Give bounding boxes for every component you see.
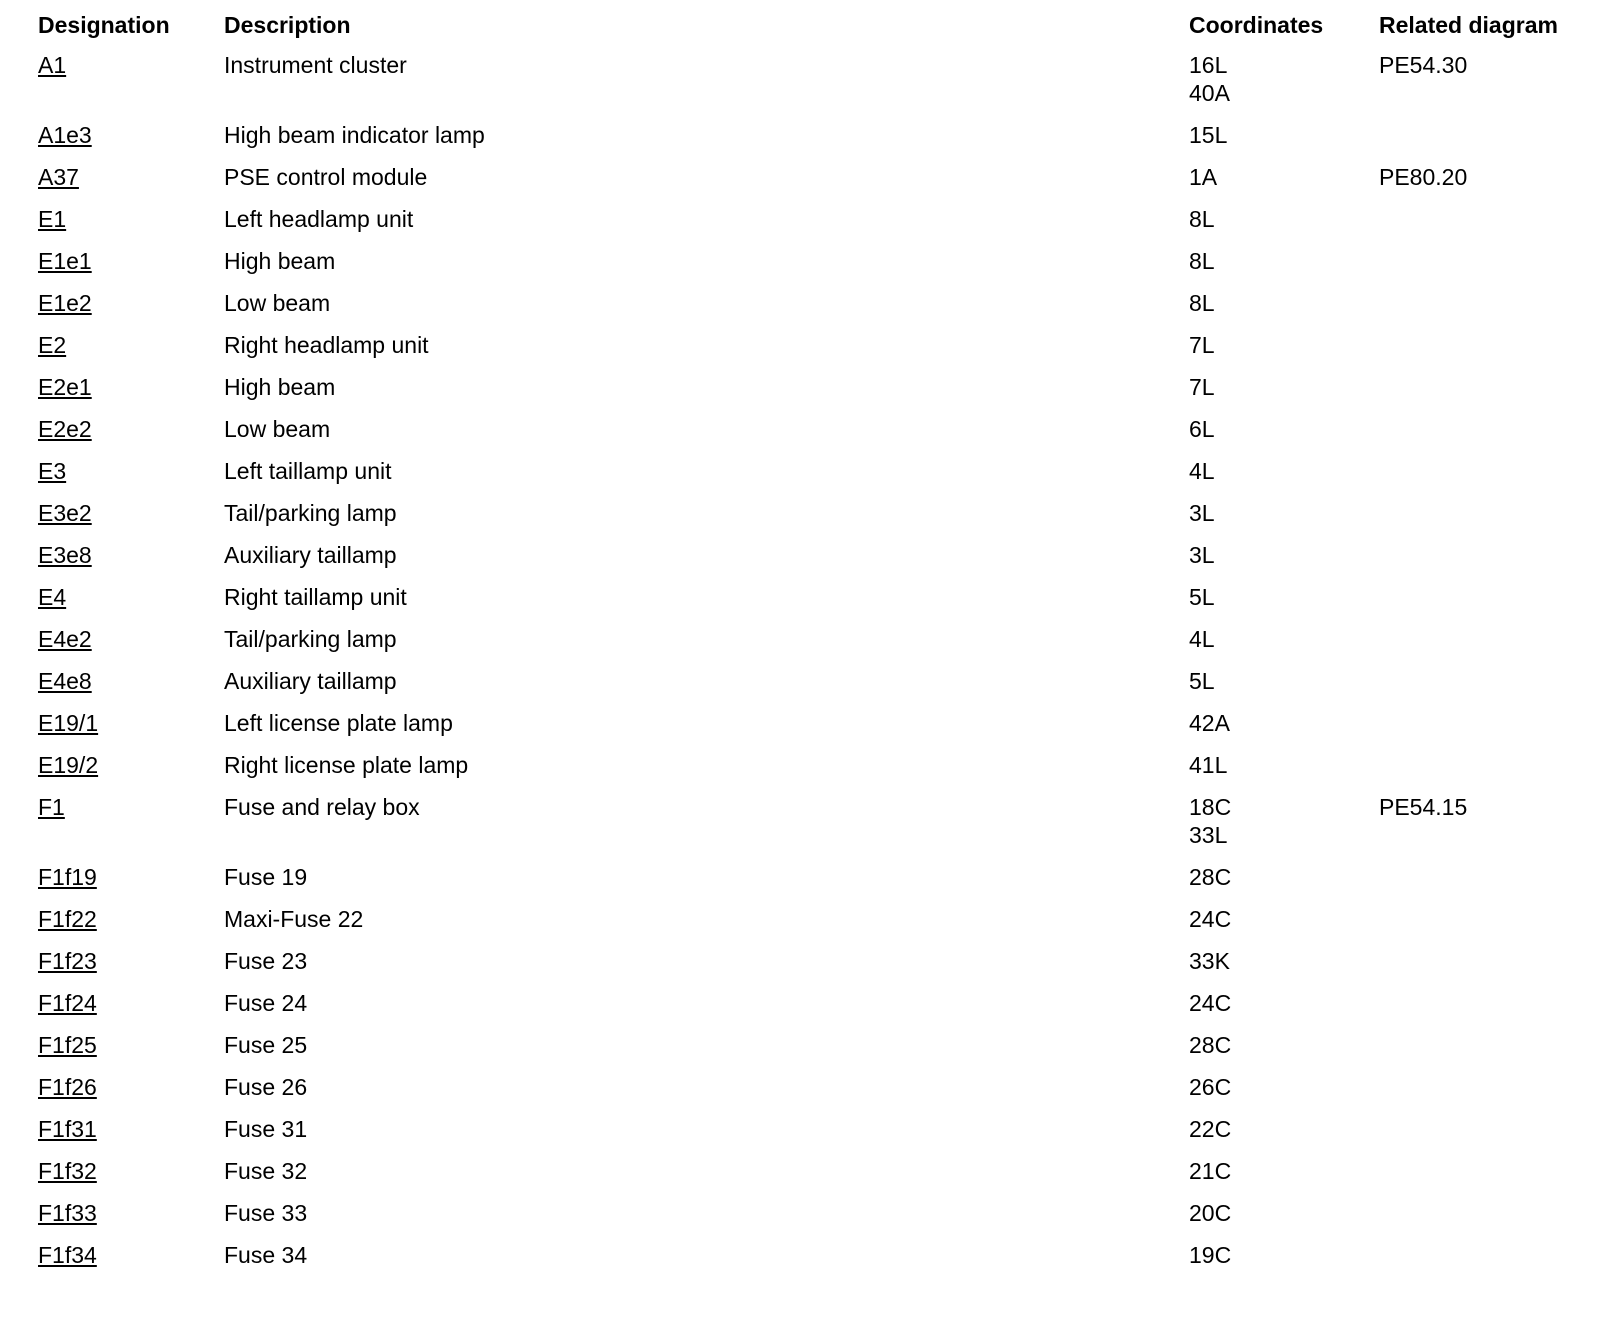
designation-cell	[26, 982, 212, 1024]
related-diagram-cell	[1367, 1108, 1586, 1150]
description-cell: Left headlamp unit	[224, 206, 414, 232]
table-row	[26, 1066, 1586, 1108]
table-row	[26, 744, 1586, 786]
designation-cell	[26, 702, 212, 744]
description-cell: Low beam	[224, 416, 331, 442]
table-row	[26, 282, 1586, 324]
designation-cell	[26, 1108, 212, 1150]
description-cell: Maxi-Fuse 22	[224, 906, 364, 932]
coordinates-cell	[1177, 744, 1367, 786]
table-row	[26, 576, 1586, 618]
related-diagram-cell	[1367, 1066, 1586, 1108]
description-cell: High beam	[224, 374, 336, 400]
description-cell: Left license plate lamp	[224, 710, 453, 736]
related-diagram-cell	[1367, 702, 1586, 744]
coordinate-value: 5L	[1189, 584, 1215, 610]
coordinates-cell	[1177, 618, 1367, 660]
designation-cell	[26, 940, 212, 982]
table-row	[26, 534, 1586, 576]
table-row	[26, 198, 1586, 240]
designation-cell	[26, 856, 212, 898]
coordinate-value: 19C	[1189, 1242, 1232, 1268]
table-row	[26, 1192, 1586, 1234]
header-coordinates: Coordinates	[1189, 11, 1324, 38]
coordinate-value: 33K	[1189, 948, 1230, 974]
coordinates-cell	[1177, 576, 1367, 618]
coordinates-cell	[1177, 982, 1367, 1024]
description-cell: Fuse 31	[224, 1116, 308, 1142]
related-diagram-cell	[1367, 940, 1586, 982]
designation-link[interactable]: E4	[38, 584, 67, 610]
description-cell: Right headlamp unit	[224, 332, 429, 358]
table-row	[26, 408, 1586, 450]
designation-link[interactable]: A37	[38, 164, 79, 190]
coordinates-cell	[1177, 940, 1367, 982]
designation-link[interactable]: F1f19	[38, 864, 97, 890]
related-diagram-cell	[1367, 198, 1586, 240]
coordinates-cell	[1177, 44, 1367, 114]
coordinate-value: 28C	[1189, 864, 1232, 890]
coordinates-cell	[1177, 1066, 1367, 1108]
coordinate-value: 8L	[1189, 248, 1215, 274]
related-diagram-cell: PE54.15	[1379, 794, 1468, 820]
description-cell: Fuse 33	[224, 1200, 308, 1226]
table-row	[26, 856, 1586, 898]
coordinates-cell	[1177, 156, 1367, 198]
table-row	[26, 240, 1586, 282]
table-row	[26, 450, 1586, 492]
designation-link[interactable]: F1f34	[38, 1242, 97, 1268]
related-diagram-cell	[1367, 660, 1586, 702]
coordinates-cell	[1177, 1234, 1367, 1276]
designation-link[interactable]: E4e2	[38, 626, 92, 652]
related-diagram-cell	[1367, 282, 1586, 324]
related-diagram-cell	[1367, 856, 1586, 898]
designation-cell	[26, 1234, 212, 1276]
description-cell: Tail/parking lamp	[224, 626, 397, 652]
coordinate-value: 42A	[1189, 710, 1230, 736]
coordinate-value: 8L	[1189, 290, 1215, 316]
designation-cell	[26, 1150, 212, 1192]
table-row	[26, 898, 1586, 940]
designation-link[interactable]: E2	[38, 332, 67, 358]
coordinate-value: 26C	[1189, 1074, 1232, 1100]
coordinate-value: 40A	[1189, 80, 1230, 106]
related-diagram-cell	[1367, 618, 1586, 660]
designation-link[interactable]: F1	[38, 794, 65, 820]
table-row	[26, 324, 1586, 366]
coordinate-value: 3L	[1189, 500, 1215, 526]
table-row	[26, 702, 1586, 744]
designation-cell	[26, 534, 212, 576]
related-diagram-cell	[1367, 576, 1586, 618]
coordinates-cell	[1177, 1024, 1367, 1066]
description-cell: Fuse 19	[224, 864, 308, 890]
designation-cell	[26, 492, 212, 534]
coordinate-value: 7L	[1189, 374, 1215, 400]
description-cell: Fuse 26	[224, 1074, 308, 1100]
designation-link[interactable]: E3e2	[38, 500, 92, 526]
designation-link[interactable]: E3	[38, 458, 67, 484]
coordinates-cell	[1177, 702, 1367, 744]
coordinate-value: 16L	[1189, 52, 1228, 78]
coordinate-value: 6L	[1189, 416, 1215, 442]
description-cell: Fuse 34	[224, 1242, 308, 1268]
table-body	[26, 44, 1586, 1276]
designation-link[interactable]: A1e3	[38, 122, 92, 148]
component-table	[26, 6, 1586, 1276]
designation-cell	[26, 240, 212, 282]
designation-link[interactable]: F1f31	[38, 1116, 97, 1142]
table-row	[26, 1108, 1586, 1150]
designation-link[interactable]: E4e8	[38, 668, 92, 694]
description-cell: Right taillamp unit	[224, 584, 407, 610]
related-diagram-cell	[1367, 408, 1586, 450]
designation-cell	[26, 366, 212, 408]
designation-link[interactable]: F1f23	[38, 948, 97, 974]
coordinate-value: 1A	[1189, 164, 1218, 190]
coordinates-cell	[1177, 198, 1367, 240]
related-diagram-cell	[1367, 114, 1586, 156]
coordinates-cell	[1177, 1150, 1367, 1192]
designation-link[interactable]: E3e8	[38, 542, 92, 568]
designation-link[interactable]: E19/2	[38, 752, 99, 778]
table-row	[26, 940, 1586, 982]
description-cell: Right license plate lamp	[224, 752, 469, 778]
coordinates-cell	[1177, 534, 1367, 576]
designation-cell	[26, 744, 212, 786]
designation-cell	[26, 660, 212, 702]
coordinates-cell	[1177, 856, 1367, 898]
coordinates-cell	[1177, 408, 1367, 450]
designation-cell	[26, 156, 212, 198]
coordinates-cell	[1177, 660, 1367, 702]
coordinate-value: 8L	[1189, 206, 1215, 232]
description-cell: Left taillamp unit	[224, 458, 392, 484]
designation-cell	[26, 1066, 212, 1108]
designation-link[interactable]: F1f25	[38, 1032, 97, 1058]
table-row	[26, 1024, 1586, 1066]
coordinate-value: 7L	[1189, 332, 1215, 358]
description-cell: Instrument cluster	[224, 52, 407, 78]
designation-cell	[26, 1192, 212, 1234]
related-diagram-cell	[1367, 534, 1586, 576]
table-row	[26, 492, 1586, 534]
description-cell: Fuse 32	[224, 1158, 308, 1184]
designation-cell	[26, 282, 212, 324]
table-row	[26, 618, 1586, 660]
coordinates-cell	[1177, 240, 1367, 282]
coordinate-value: 3L	[1189, 542, 1215, 568]
description-cell: Tail/parking lamp	[224, 500, 397, 526]
related-diagram-cell	[1367, 366, 1586, 408]
table-row	[26, 786, 1586, 856]
related-diagram-cell	[1367, 324, 1586, 366]
designation-link[interactable]: E1e1	[38, 248, 92, 274]
table-header	[26, 6, 1586, 44]
description-cell: PSE control module	[224, 164, 428, 190]
coordinates-cell	[1177, 282, 1367, 324]
table-row	[26, 1150, 1586, 1192]
coordinates-cell	[1177, 450, 1367, 492]
table-row	[26, 44, 1586, 114]
coordinates-cell	[1177, 1108, 1367, 1150]
designation-link[interactable]: E2e2	[38, 416, 92, 442]
table-row	[26, 660, 1586, 702]
related-diagram-cell	[1367, 240, 1586, 282]
designation-cell	[26, 576, 212, 618]
related-diagram-cell	[1367, 450, 1586, 492]
coordinate-value: 24C	[1189, 990, 1232, 1016]
designation-cell	[26, 324, 212, 366]
related-diagram-cell: PE80.20	[1379, 164, 1468, 190]
description-cell: Auxiliary taillamp	[224, 542, 397, 568]
coordinate-value: 20C	[1189, 1200, 1232, 1226]
description-cell: Fuse 23	[224, 948, 308, 974]
related-diagram-cell	[1367, 1192, 1586, 1234]
related-diagram-cell	[1367, 898, 1586, 940]
coordinate-value: 5L	[1189, 668, 1215, 694]
designation-link[interactable]: F1f22	[38, 906, 97, 932]
header-related-diagram: Related diagram	[1379, 11, 1558, 38]
coordinate-value: 33L	[1189, 822, 1228, 848]
designation-link[interactable]: E2e1	[38, 374, 92, 400]
coordinate-value: 15L	[1189, 122, 1228, 148]
description-cell: Fuse 25	[224, 1032, 308, 1058]
description-cell: Auxiliary taillamp	[224, 668, 397, 694]
coordinate-value: 21C	[1189, 1158, 1232, 1184]
table-row	[26, 156, 1586, 198]
designation-cell	[26, 618, 212, 660]
coordinate-value: 4L	[1189, 626, 1215, 652]
coordinate-value: 22C	[1189, 1116, 1232, 1142]
description-cell: Fuse and relay box	[224, 794, 420, 820]
designation-cell	[26, 44, 212, 114]
related-diagram-cell	[1367, 1024, 1586, 1066]
coordinate-value: 41L	[1189, 752, 1228, 778]
header-row	[26, 6, 1586, 44]
designation-cell	[26, 898, 212, 940]
description-cell: Low beam	[224, 290, 331, 316]
coordinate-value: 4L	[1189, 458, 1215, 484]
related-diagram-cell: PE54.30	[1379, 52, 1468, 78]
designation-link[interactable]: F1f24	[38, 990, 97, 1016]
description-cell: High beam indicator lamp	[224, 122, 485, 148]
designation-cell	[26, 1024, 212, 1066]
designation-link[interactable]: E19/1	[38, 710, 99, 736]
table-row	[26, 982, 1586, 1024]
table-row	[26, 1234, 1586, 1276]
designation-link[interactable]: A1	[38, 52, 67, 78]
designation-link[interactable]: E1	[38, 206, 67, 232]
related-diagram-cell	[1367, 1150, 1586, 1192]
coordinate-value: 18C	[1189, 794, 1232, 820]
designation-cell	[26, 114, 212, 156]
designation-link[interactable]: F1f33	[38, 1200, 97, 1226]
header-description: Description	[224, 11, 351, 38]
coordinates-cell	[1177, 114, 1367, 156]
designation-link[interactable]: E1e2	[38, 290, 92, 316]
designation-cell	[26, 450, 212, 492]
designation-link[interactable]: F1f32	[38, 1158, 97, 1184]
coordinates-cell	[1177, 786, 1367, 856]
description-cell: Fuse 24	[224, 990, 308, 1016]
coordinates-cell	[1177, 1192, 1367, 1234]
related-diagram-cell	[1367, 1234, 1586, 1276]
designation-cell	[26, 198, 212, 240]
table-row	[26, 366, 1586, 408]
related-diagram-cell	[1367, 744, 1586, 786]
designation-cell	[26, 408, 212, 450]
designation-link[interactable]: F1f26	[38, 1074, 97, 1100]
coordinates-cell	[1177, 492, 1367, 534]
header-designation: Designation	[38, 11, 170, 38]
description-cell: High beam	[224, 248, 336, 274]
coordinates-cell	[1177, 366, 1367, 408]
coordinate-value: 24C	[1189, 906, 1232, 932]
designation-cell	[26, 786, 212, 856]
table-row	[26, 114, 1586, 156]
coordinate-value: 28C	[1189, 1032, 1232, 1058]
coordinates-cell	[1177, 898, 1367, 940]
related-diagram-cell	[1367, 982, 1586, 1024]
related-diagram-cell	[1367, 492, 1586, 534]
coordinates-cell	[1177, 324, 1367, 366]
